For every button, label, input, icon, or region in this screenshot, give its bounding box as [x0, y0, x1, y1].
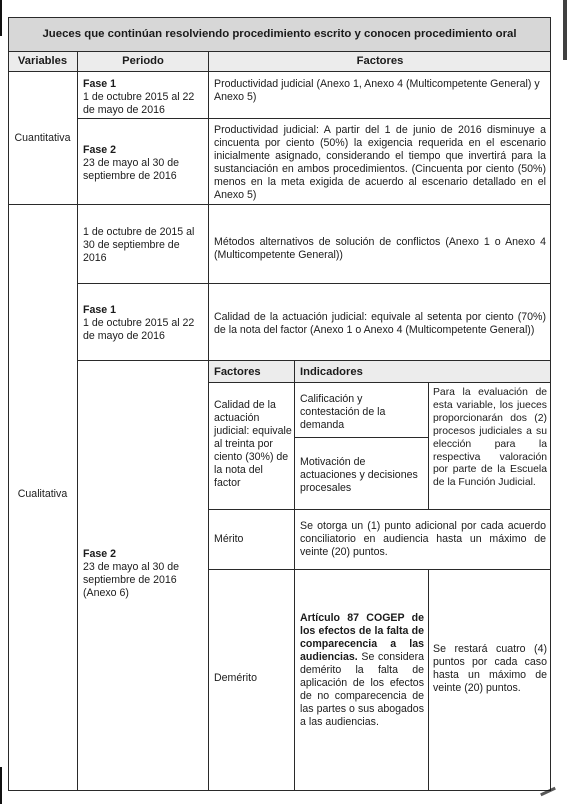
factor-text: Productividad judicial: A partir del 1 de junio de 2016 disminuye a cincuenta por ciento (50%) la exigencia requerida en el escenario inicialmente asignado, considerando el tiempo que invertirá para la sustanciación en ambos procedimientos. (Cincuenta por ciento (50%) menos en la meta exigida de acuerdo al escenario detallado en el Anexo 5) — [214, 124, 546, 201]
subheader-indicadores: Indicadores — [300, 366, 363, 378]
header-factores: Factores — [356, 55, 404, 67]
rule — [8, 51, 551, 52]
rule — [8, 790, 551, 791]
periodo-fase-label: Fase 2 — [83, 144, 116, 156]
demerito-sancion: Se restará cuatro (4) puntos por cada caso hasta un máximo de veinte (20) puntos. — [433, 643, 547, 694]
periodo-fase-label: Fase 2 — [83, 548, 116, 560]
rule — [77, 51, 78, 791]
demerito-articulo-block — [300, 612, 424, 729]
merito-text: Se otorga un (1) punto adicional por cada acuerdo conciliatorio en audiencia hasta un máximo de veinte (20) puntos. — [300, 520, 546, 558]
periodo-dates: 1 de octubre 2015 al 22 de mayo de 2016 — [83, 91, 195, 116]
demerito-articulo-texto: Se considera demérito la falta de aplicación de los efectos de no comparecencia de las partes o sus abogados a las audiencias. — [300, 651, 424, 728]
rule — [209, 382, 551, 383]
periodo-dates: 1 de octubre de 2015 al 30 de septiembre de 2016 — [83, 226, 195, 264]
scan-edge-artifact — [0, 0, 2, 36]
periodo-fase-label: Fase 1 — [83, 78, 116, 90]
rule — [428, 383, 429, 510]
periodo-dates: 23 de mayo al 30 de septiembre de 2016 (Anexo 6) — [83, 561, 180, 599]
indicador-calificacion: Calificación y contestación de la demanda — [300, 393, 386, 431]
variable-cuantitativa: Cuantitativa — [14, 132, 71, 144]
rule — [208, 51, 209, 791]
demerito-articulo: Artículo 87 COGEP de los efectos de la falta de comparecencia a las audiencias. — [300, 612, 424, 663]
factor-text: Calidad de la actuación judicial: equivale al setenta por ciento (70%) de la nota del factor (Anexo 1 o Anexo 4 (Multicompetente General)) — [214, 311, 546, 336]
scan-edge-artifact — [563, 0, 567, 60]
rule — [294, 361, 295, 791]
rule — [8, 17, 551, 18]
periodo-dates: 1 de octubre 2015 al 22 de mayo de 2016 — [83, 317, 195, 342]
factor-merito: Mérito — [214, 533, 244, 545]
rule — [550, 17, 551, 791]
variable-cualitativa: Cualitativa — [17, 488, 68, 500]
periodo-dates: 23 de mayo al 30 de septiembre de 2016 — [83, 157, 180, 182]
rule — [209, 569, 551, 570]
rule — [8, 71, 551, 72]
rule — [294, 437, 428, 438]
rule — [77, 360, 551, 361]
factor-calidad: Calidad de la actuación judicial: equivale al treinta por ciento (30%) de la nota del factor — [214, 399, 292, 489]
scan-edge-artifact — [540, 787, 556, 796]
periodo-fase-label: Fase 1 — [83, 304, 116, 316]
rule — [8, 204, 551, 205]
rule — [209, 509, 551, 510]
factor-text: Métodos alternativos de solución de conflictos (Anexo 1 o Anexo 4 (Multicompetente General)) — [214, 236, 546, 261]
indicador-motivacion: Motivación de actuaciones y decisiones procesales — [300, 456, 418, 494]
rule — [77, 118, 551, 119]
factor-demerito: Demérito — [214, 672, 257, 684]
factor-text: Productividad judicial (Anexo 1, Anexo 4 (Multicompetente General) y Anexo 5) — [214, 78, 540, 103]
rule — [428, 570, 429, 791]
rule — [77, 283, 551, 284]
header-periodo: Periodo — [122, 55, 164, 67]
nota-evaluacion: Para la evaluación de esta variable, los jueces proporcionarán dos (2) procesos judiciales a su elección para la respectiva valoración por parte de la Escuela de la Función Judicial. — [433, 387, 547, 489]
scan-edge-artifact — [0, 767, 2, 804]
subheader-factores: Factores — [214, 366, 261, 378]
table-title: Jueces que continúan resolviendo procedimiento escrito y conocen procedimiento oral — [42, 28, 517, 40]
header-variables: Variables — [17, 55, 68, 67]
